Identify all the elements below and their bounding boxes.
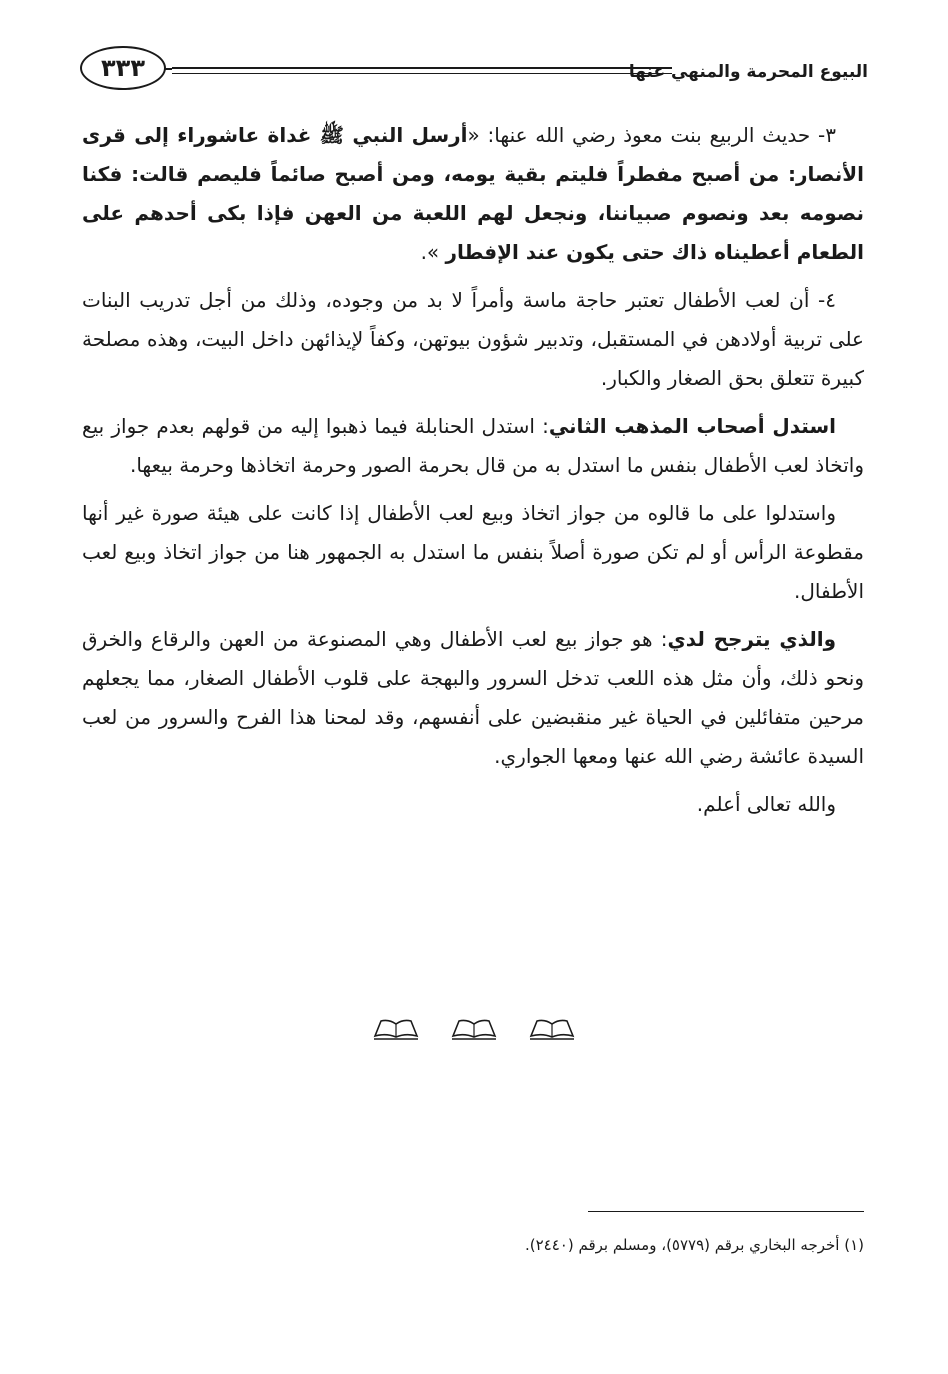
- header-rule-thin: [172, 73, 672, 74]
- bold-text-run: أرسل النبي ﷺ غداة عاشوراء إلى قرى الأنصار: من أصبح مفطراً فليتم بقية يومه، ومن أصبح صائماً فليصم قالت: فكنا نصومه بعد ونصوم صبياننا، ونجعل لهم اللعبة من العهن فإذا بكى أحدهم على الطعام أعطيناه ذاك حتى يكون عند الإفطار: [82, 123, 864, 264]
- text-run: والله تعالى أعلم.: [696, 792, 836, 816]
- footnote: (١) أخرجه البخاري برقم (٥٧٧٩)، ومسلم برقم (٢٤٤٠).: [525, 1236, 864, 1254]
- header-rule: [172, 67, 672, 69]
- text-run: : استدل الحنابلة فيما ذهبوا إليه من قولهم بعدم جواز بيع واتخاذ لعب الأطفال بنفس ما استدل به من قال بحرمة الصور وحرمة اتخاذها وحرمة بيعها.: [82, 414, 864, 477]
- bold-text-run: استدل أصحاب المذهب الثاني: [548, 414, 836, 438]
- running-title: البيوع المحرمة والمنهي عنها: [628, 62, 868, 82]
- paragraph: [82, 494, 864, 611]
- page-number: ٣٣٣: [80, 46, 166, 90]
- book-icon: [528, 1018, 576, 1040]
- bold-text-run: والذي يترجح لدي: [667, 627, 836, 651]
- text-run: ».: [420, 240, 446, 264]
- paragraph: [82, 785, 864, 824]
- text-run: واستدلوا على ما قالوه من جواز اتخاذ وبيع لعب الأطفال إذا كانت على هيئة صورة غير أنها مقطوعة الرأس أو لم تكن صورة أصلاً بنفس ما استدل به الجمهور هنا من جواز اتخاذ وبيع لعب الأطفال.: [82, 501, 864, 603]
- text-run: : هو جواز بيع لعب الأطفال وهي المصنوعة من العهن والرقاع والخرق ونحو ذلك، وأن مثل هذه اللعب تدخل السرور والبهجة على قلوب الأطفال الصغار، مما يجعلهم مرحين متفائلين في الحياة غير منقبضين على أنفسهم، وقد لمحنا هذا الفرح والسرور من لعب السيدة عائشة رضي الله عنها ومعها الجواري.: [82, 627, 864, 768]
- text-run: ٣- حديث الربيع بنت معوذ رضي الله عنها: «: [467, 123, 836, 147]
- book-icon: [450, 1018, 498, 1040]
- page-header: [80, 42, 868, 104]
- footnote-rule: [588, 1211, 864, 1212]
- paragraph: [82, 620, 864, 776]
- paragraph: [82, 116, 864, 272]
- text-run: ٤- أن لعب الأطفال تعتبر حاجة ماسة وأمراً لا بد من وجوده، وذلك من أجل تدريب البنات على تربية أولادهن في المستقبل، وتدبير شؤون بيوتهن، وكفاً لإيذائهن داخل البيت، وهذه مصلحة كبيرة تتعلق بحق الصغار والكبار.: [82, 288, 864, 390]
- paragraph: [82, 281, 864, 398]
- section-end-ornaments: [0, 1018, 948, 1040]
- body-text: [82, 116, 864, 833]
- book-icon: [372, 1018, 420, 1040]
- paragraph: [82, 407, 864, 485]
